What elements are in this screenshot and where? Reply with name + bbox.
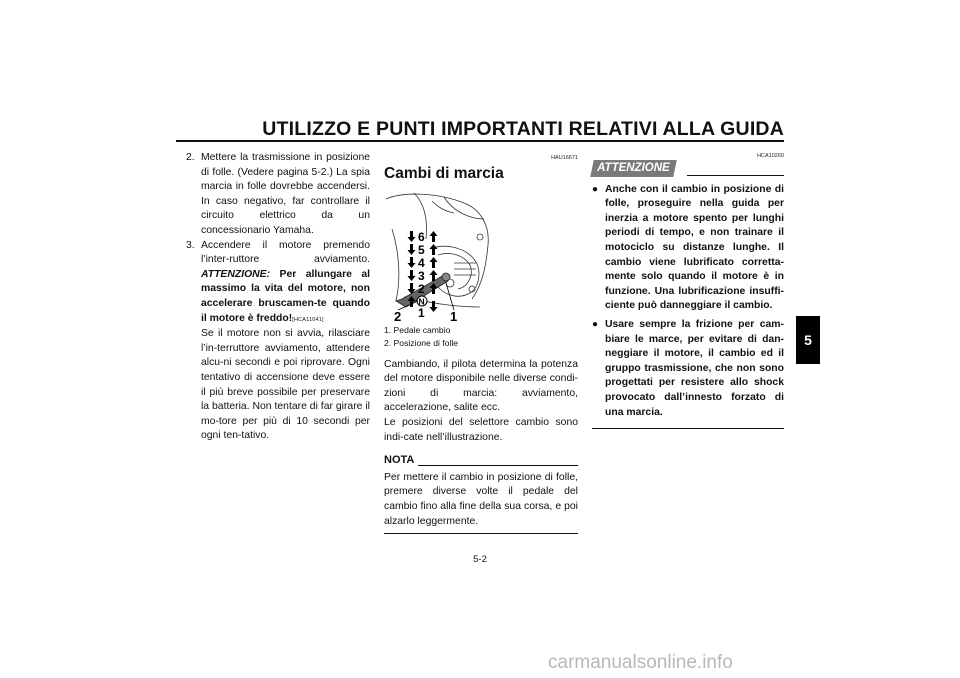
attention-bottom-rule: [592, 428, 784, 429]
attention-code: HCA10260: [757, 153, 784, 159]
list-text-b: Se il motore non si avvia, rilasciare l’in-terruttore avviamento, attendere alcu-ni secondi e poi riprovare. Ogni tentativo di accensione deve essere il più breve possibile per preservare la batteria. Non tentare di far girare il mo-tore per più di 10 secondi per ogni ten-tativo.: [201, 328, 370, 442]
bullet-text: Usare sempre la frizione per cam-biare le marce, per evitare di dan-neggiare il motore, il cambio ed il gruppo trasmissione, che non sono progettati per resistere allo shock provocato dall’innesto forzato di una marcia.: [605, 318, 784, 418]
figure-captions: [384, 324, 578, 350]
attention-rule: [687, 175, 784, 176]
callout-1: 1: [450, 308, 458, 321]
attention-label: ATTENZIONE: [597, 161, 670, 174]
list-text-a: Accendere il motore premendo l’inter-ruttore avviamento.: [201, 239, 370, 266]
gear-label-5: 5: [418, 242, 425, 257]
caution-text: Per allungare al massimo la vita del motore, non accelerare bruscamen-te quando il motore è freddo!: [201, 268, 370, 324]
bullet-icon: ●: [592, 183, 599, 195]
nota-bottom-rule: [384, 533, 578, 534]
caution-code: [HCA11041]: [292, 316, 324, 323]
paragraph-1: Cambiando, il pilota determina la potenza del motore disponibile nelle diverse condi-zioni di marcia: avviamento, accelerazione, salite ecc.: [384, 358, 578, 414]
gear-label-neutral: N: [418, 296, 425, 307]
page-number: 5-2: [473, 554, 487, 565]
gear-label-2: 2: [418, 281, 425, 296]
gear-label-6: 6: [418, 229, 425, 244]
section-title: Cambi di marcia: [384, 164, 504, 182]
caption-1: 1. Pedale cambio: [384, 324, 451, 335]
section-code: HAU16671: [551, 155, 578, 161]
right-column: [592, 151, 784, 429]
list-number: 2.: [186, 152, 195, 163]
attention-bullet: [592, 183, 784, 314]
attention-bullet: [592, 318, 784, 420]
nota-header: [384, 453, 578, 468]
list-text: [201, 239, 370, 444]
paragraph-2: Le posizioni del selettore cambio sono indi-cate nell’illustrazione.: [384, 416, 578, 443]
caption-2: 2. Posizione di folle: [384, 337, 459, 348]
left-column: [186, 151, 370, 444]
gear-label-3: 3: [418, 268, 425, 283]
attention-label-box: [590, 160, 676, 177]
watermark: carmanualsonline.info: [548, 652, 733, 673]
list-item-2: [186, 151, 370, 239]
gear-label-1: 1: [418, 305, 425, 320]
gear-shift-drawing: [384, 189, 492, 321]
header-rule: [176, 140, 784, 142]
callout-2: 2: [394, 308, 402, 321]
gear-shift-illustration: [384, 189, 492, 321]
nota-text: Per mettere il cambio in posizione di folle, premere diverse volte il pedale del cambio fino alla fine della sua corsa, e poi alzarlo leggermente.: [384, 471, 578, 527]
nota-rule: [418, 465, 578, 466]
gear-label-4: 4: [418, 255, 425, 270]
list-text: Mettere la trasmissione in posizione di folle. (Vedere pagina 5-2.) La spia marcia in folle dovrebbe accendersi. In caso negativo, far controllare il circuito elettrico da un concessionario Yamaha.: [201, 152, 370, 236]
bullet-text: Anche con il cambio in posizione di folle, proseguire nella guida per inerzia a motore spento per lunghi periodi di tempo, e non trainare il motociclo su distanze lunghe. Il cambio viene lubrificato corretta-mente solo quando il motore è in funzione. Una lubrificazione insuffi-ciente può danneggiare il cambio.: [605, 183, 784, 312]
chapter-tab: 5: [796, 316, 820, 364]
page-title: UTILIZZO E PUNTI IMPORTANTI RELATIVI ALLA GUIDA: [262, 118, 784, 140]
list-item-3: [186, 239, 370, 444]
nota-label: NOTA: [384, 454, 415, 467]
attention-header: [592, 160, 784, 177]
middle-column: [384, 151, 578, 534]
caution-label: ATTENZIONE:: [201, 268, 271, 280]
paragraph: [384, 358, 578, 446]
bullet-icon: ●: [592, 318, 599, 330]
list-number: 3.: [186, 239, 195, 251]
